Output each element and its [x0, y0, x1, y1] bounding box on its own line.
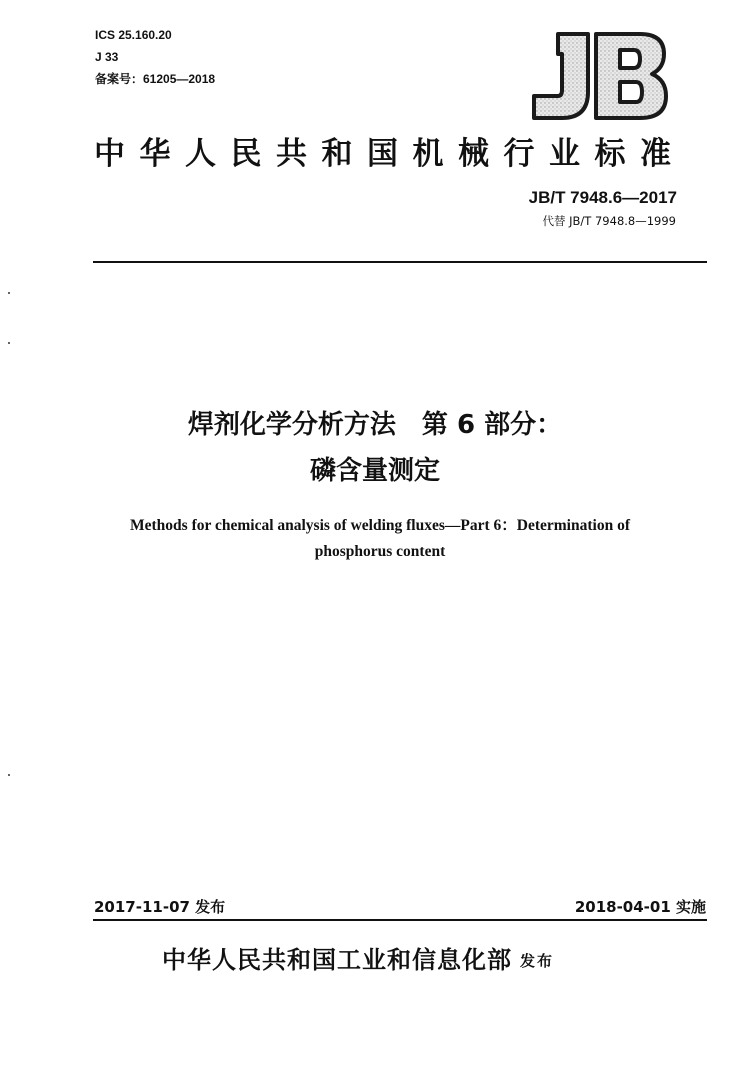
ics-code: ICS 25.160.20 [95, 28, 172, 42]
scan-speck [8, 292, 10, 294]
document-title-en-line1: Methods for chemical analysis of welding fluxes—Part 6：Determination of [130, 517, 630, 534]
issue-date: 2017-11-07 发布 [94, 898, 226, 916]
header-divider [93, 261, 707, 263]
scan-speck [8, 342, 10, 344]
filing-number: 备案号：61205—2018 [95, 72, 216, 86]
category-code: J 33 [95, 50, 119, 64]
jb-logo [528, 30, 668, 122]
industry-standard-title: 中华人民共和国机械行业标准 [94, 136, 686, 172]
document-title-cn-line2: 磷含量测定 [309, 456, 440, 486]
document-title-en-line2: phosphorus content [314, 543, 446, 560]
publisher-name: 中华人民共和国工业和信息化部 [162, 946, 512, 974]
publish-verb: 发布 [520, 952, 555, 970]
replaced-standard: 代替 JB/T 7948.8—1999 [542, 214, 676, 228]
publisher-line [162, 940, 554, 975]
footer-divider [93, 919, 707, 921]
document-title-cn-line1: 焊剂化学分析方法 第 6 部分： [187, 410, 563, 440]
standard-number: JB/T 7948.6—2017 [528, 188, 677, 207]
scan-speck [8, 774, 10, 776]
implementation-date: 2018-04-01 实施 [574, 898, 706, 916]
classification-codes [95, 24, 215, 90]
